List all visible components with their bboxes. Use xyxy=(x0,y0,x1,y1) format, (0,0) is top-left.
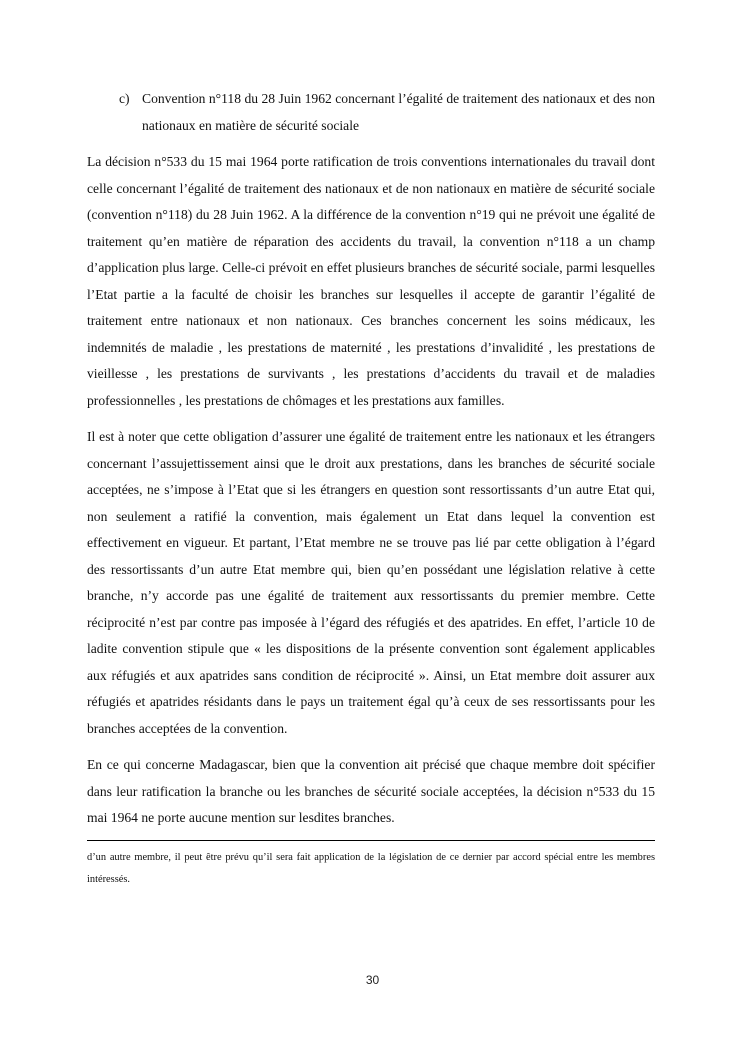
paragraph-ratification: La décision n°533 du 15 mai 1964 porte ratification de trois conventions internationales du travail dont celle concernant l’égalité de traitement des nationaux et de non nationaux en matière de sécurité sociale (convention n°118) du 28 Juin 1962. A la différence de la convention n°19 qui ne prévoit une égalité de traitement qu’en matière de réparation des accidents du travail, la convention n°118 a un champ d’application plus large. Celle-ci prévoit en effet plusieurs branches de sécurité sociale, parmi lesquelles l’Etat partie a la faculté de choisir les branches sur lesquelles il accepte de garantir l’égalité de traitement entre nationaux et non nationaux. Ces branches concernent les soins médicaux, les indemnités de maladie , les prestations de maternité , les prestations d’invalidité , les prestations de vieillesse , les prestations de survivants , les prestations d’accidents du travail et de maladies professionnelles , les prestations de chômages et les prestations aux familles. xyxy=(87,154,655,408)
paragraph-reciprocity: Il est à noter que cette obligation d’assurer une égalité de traitement entre les nationaux et les étrangers concernant l’assujettissement ainsi que le droit aux prestations, dans les branches de sécurité sociale acceptées, ne s’impose à l’Etat que si les étrangers en question sont ressortissants d’un autre Etat qui, non seulement a ratifié la convention, mais également un Etat dans lequel la convention est effectivement en vigueur. Et partant, l’Etat membre ne se trouve pas lié par cette obligation à l’égard des ressortissants d’un autre Etat membre qui, bien qu’en possédant une législation relative à cette branche, n’y accorde pas une égalité de traitement aux ressortissants du premier membre. Cette réciprocité n’est par contre pas imposée à l’égard des réfugiés et des apatrides. En effet, l’article 10 de ladite convention stipule que « les dispositions de la présente convention sont également applicables aux réfugiés et aux apatrides sans condition de réciprocité ». Ainsi, un Etat membre doit assurer aux réfugiés et apatrides résidants dans le pays un traitement égal qu’à ceux de ses ressortissants pour les branches acceptées de la convention. xyxy=(87,429,655,736)
footnote: d’un autre membre, il peut être prévu qu’il sera fait application de la législation de ce dernier par accord spécial entre les membres intéressés. xyxy=(87,851,655,885)
footnote-separator xyxy=(87,840,655,841)
page-number: 30 xyxy=(365,973,380,987)
paragraph-madagascar: En ce qui concerne Madagascar, bien que la convention ait précisé que chaque membre doit spécifier dans leur ratification la branche ou les branches de sécurité sociale acceptées, la décision n°533 du 15 mai 1964 ne porte aucune mention sur lesdites branches. xyxy=(87,757,655,825)
list-marker: c) xyxy=(119,91,130,106)
list-item-text: Convention n°118 du 28 Juin 1962 concernant l’égalité de traitement des nationaux et des non nationaux en matière de sécurité sociale xyxy=(142,91,655,133)
page-body xyxy=(87,86,655,891)
list-item-c xyxy=(87,86,655,139)
